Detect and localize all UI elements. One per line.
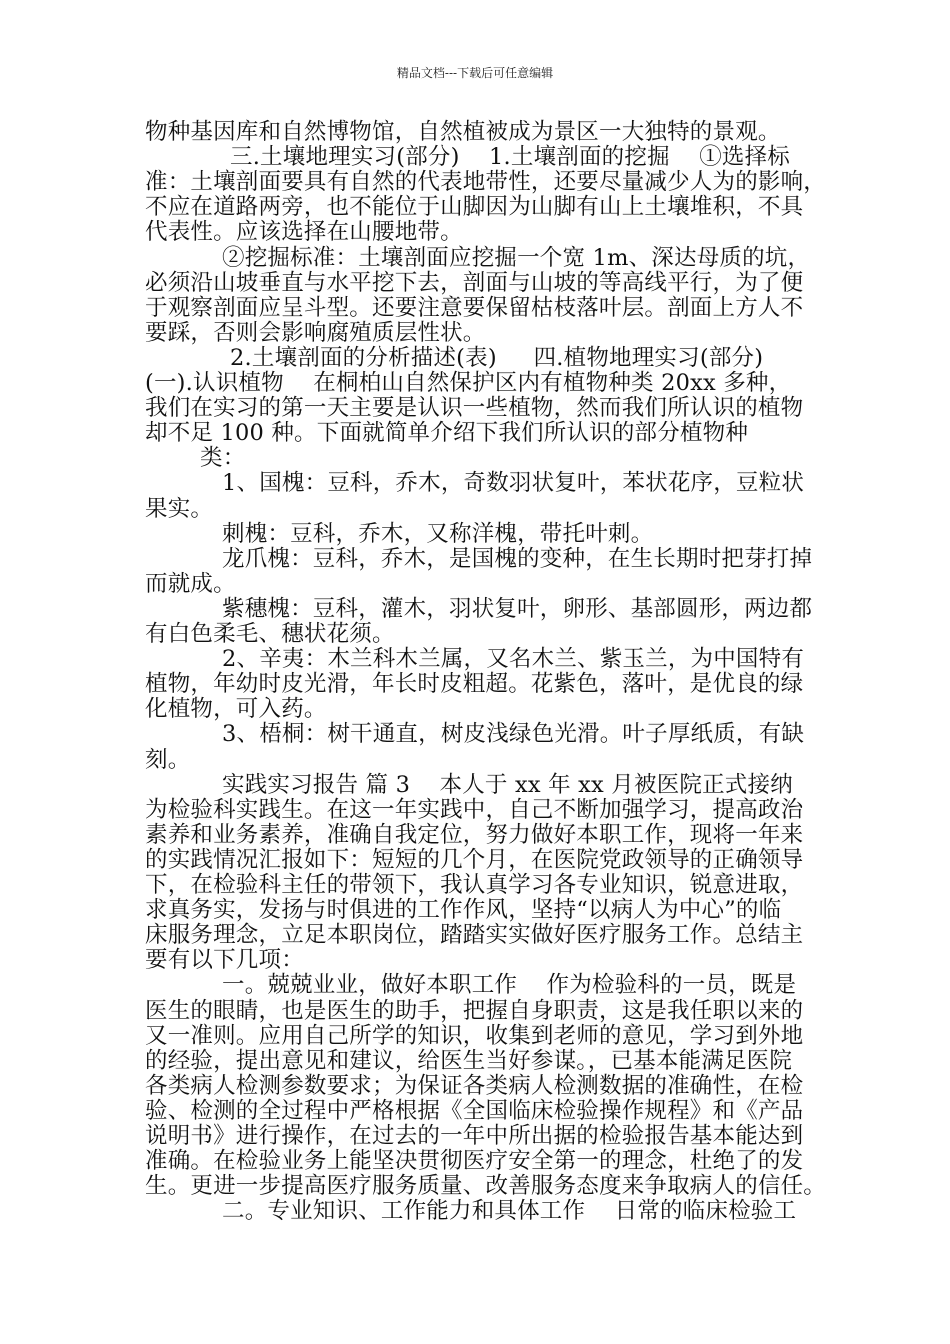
text-line: 3、梧桐：树干通直，树皮浅绿色光滑。叶子厚纸质，有缺 xyxy=(222,721,805,747)
text-line: 代表性。应该选择在山腰地带。 xyxy=(145,219,463,245)
text-line: 2.土壤剖面的分析描述(表) 四.植物地理实习(部分) xyxy=(230,345,764,371)
text-line: 要踩，否则会影响腐殖质层性状。 xyxy=(145,320,486,346)
text-line: ②挖掘标准：土壤剖面应挖掘一个宽 1m、深达母质的坑， xyxy=(222,245,811,271)
text-line: 验、检测的全过程中严格根据《全国临床检验操作规程》和《产品 xyxy=(145,1098,804,1124)
text-line: 素养和业务素养，准确自我定位，努力做好本职工作，现将一年来 xyxy=(145,822,804,848)
text-line: 三.土壤地理实习(部分) 1.土壤剖面的挖掘 ①选择标 xyxy=(230,144,790,170)
text-line: 不应在道路两旁，也不能位于山脚因为山脚有山上土壤堆积，不具 xyxy=(145,194,804,220)
text-line: 化植物，可入药。 xyxy=(145,696,327,722)
text-line: 却不足 100 种。下面就简单介绍下我们所认识的部分植物种 xyxy=(145,420,749,446)
text-line: 1、国槐：豆科，乔木，奇数羽状复叶，苯状花序，豆粒状 xyxy=(222,470,805,496)
text-line: 紫穗槐：豆科，灌木，羽状复叶，卵形、基部圆形，两边都 xyxy=(222,596,813,622)
text-line: 各类病人检测参数要求；为保证各类病人检测数据的准确性，在检 xyxy=(145,1073,804,1099)
text-line: 求真务实，发扬与时俱进的工作作风，坚持“以病人为中心”的临 xyxy=(145,897,782,923)
text-line: 刺槐：豆科，乔木，又称洋槐，带托叶刺。 xyxy=(222,521,654,547)
text-line: 又一准则。应用自己所学的知识，收集到老师的意见，学习到外地 xyxy=(145,1023,804,1049)
text-line: 的实践情况汇报如下：短短的几个月，在医院党政领导的正确领导 xyxy=(145,847,804,873)
text-line: 我们在实习的第一天主要是认识一些植物，然而我们所认识的植物 xyxy=(145,395,804,421)
text-line: 2、辛夷：木兰科木兰属，又名木兰、紫玉兰，为中国特有 xyxy=(222,646,805,672)
text-line: 生。更进一步提高医疗服务质量、改善服务态度来争取病人的信任。 xyxy=(145,1173,827,1199)
text-line: 类： xyxy=(200,445,246,471)
text-line: 的经验，提出意见和建议，给医生当好参谋。，已基本能满足医院 xyxy=(145,1048,793,1074)
text-line: 二。专业知识、工作能力和具体工作 日常的临床检验工 xyxy=(222,1198,797,1224)
text-line: 龙爪槐：豆科，乔木，是国槐的变种，在生长期时把芽打掉 xyxy=(222,546,813,572)
text-line: 物种基因库和自然博物馆，自然植被成为景区一大独特的景观。 xyxy=(145,119,781,145)
text-line: 床服务理念，立足本职岗位，踏踏实实做好医疗服务工作。总结主 xyxy=(145,922,804,948)
text-line: 为检验科实践生。在这一年实践中，自己不断加强学习，提高政治 xyxy=(145,797,804,823)
text-line: 有白色柔毛、穗状花须。 xyxy=(145,621,395,647)
text-line: 实践实习报告 篇 3 本人于 xx 年 xx 月被医院正式接纳 xyxy=(222,772,793,798)
text-line: 说明书》进行操作，在过去的一年中所出据的检验报告基本能达到 xyxy=(145,1123,804,1149)
text-line: 一。兢兢业业，做好本职工作 作为检验科的一员，既是 xyxy=(222,972,797,998)
text-line: 下，在检验科主任的带领下，我认真学习各专业知识，锐意进取， xyxy=(145,872,804,898)
text-line: 医生的眼睛，也是医生的助手，把握自身职责，这是我任职以来的 xyxy=(145,998,804,1024)
page-header: 精品文档---下载后可任意编辑 xyxy=(396,66,554,80)
text-line: 准确。在检验业务上能坚决贯彻医疗安全第一的理念，杜绝了的发 xyxy=(145,1148,804,1174)
text-line: (一).认识植物 在桐柏山自然保护区内有植物种类 20xx 多种， xyxy=(145,370,792,396)
text-line: 植物，年幼时皮光滑，年长时皮粗超。花紫色，落叶，是优良的绿 xyxy=(145,671,804,697)
text-line: 刻。 xyxy=(145,747,191,773)
text-line: 准：土壤剖面要具有自然的代表地带性，还要尽量减少人为的影响， xyxy=(145,169,827,195)
text-line: 要有以下几项： xyxy=(145,947,304,973)
text-line: 而就成。 xyxy=(145,571,236,597)
text-line: 于观察剖面应呈斗型。还要注意要保留枯枝落叶层。剖面上方人不 xyxy=(145,295,804,321)
text-line: 果实。 xyxy=(145,496,214,522)
text-line: 必须沿山坡垂直与水平挖下去，剖面与山坡的等高线平行，为了便 xyxy=(145,270,804,296)
